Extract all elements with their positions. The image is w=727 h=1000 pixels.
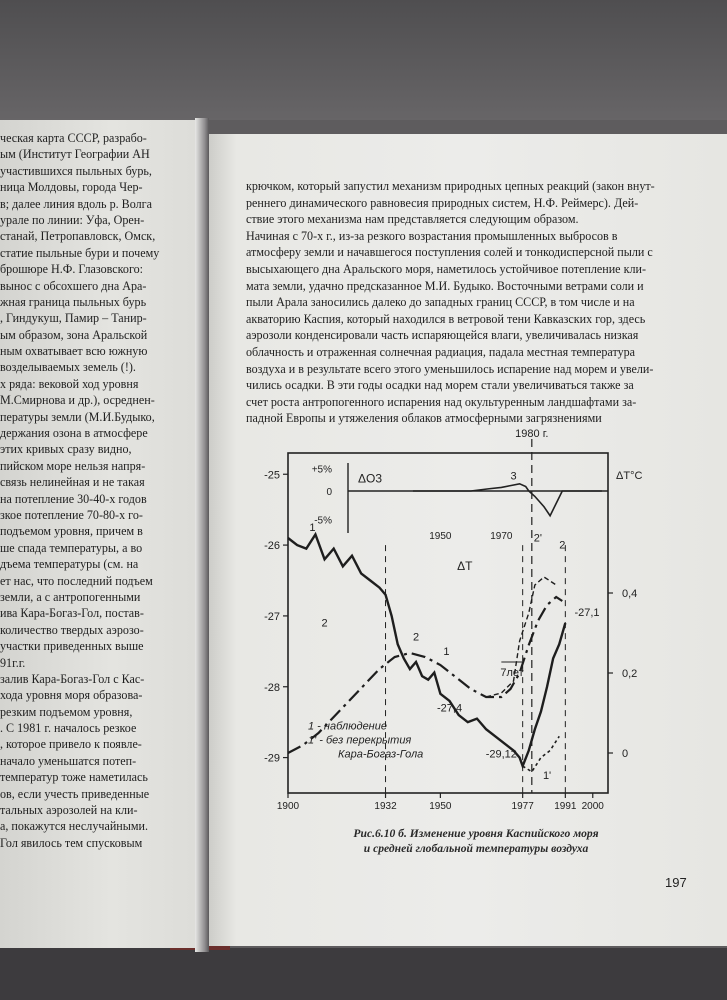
left-axis-tick-label: -25 bbox=[264, 469, 280, 482]
right-axis-tick-label: 0,2 bbox=[622, 668, 638, 680]
x-axis-tick-label: 1900 bbox=[276, 801, 300, 812]
legend-item-no-closure: 1' - без перекрытия bbox=[308, 734, 412, 747]
annotation-level-27-4: -27,4 bbox=[436, 702, 463, 715]
left-text-line: возделываемых земель (!). bbox=[0, 360, 136, 375]
left-text-line: . С 1981 г. началось резкое bbox=[0, 721, 137, 736]
left-text-line: температур тоже наметилась bbox=[0, 770, 148, 785]
left-text-line: ым образом, зона Аральской bbox=[0, 327, 148, 342]
left-text-line: резким подъемом уровня, bbox=[0, 704, 133, 719]
legend-item-no-closure-cont: Кара-Богаз-Гола bbox=[338, 748, 424, 761]
left-text-line: ива Кара-Богаз-Гол, постав- bbox=[0, 606, 144, 621]
annotation-delta-t: ΔT bbox=[457, 558, 473, 573]
body-text-line: реннего динамического равновесия природных систем, Н.Ф. Реймерс). Дей- bbox=[246, 195, 639, 210]
left-text-line: , Гиндукуш, Памир – Танир- bbox=[0, 311, 147, 326]
ozone-tick-label: -5% bbox=[314, 515, 332, 527]
body-text-line: чились осадки. В эти годы осадки над морем стали увеличиваться также за bbox=[246, 378, 634, 393]
body-text-line: счет роста антропогенного испарения над окультуренным ландшафтами за- bbox=[246, 394, 637, 409]
left-text-line: дъема температуры (см. на bbox=[0, 557, 139, 572]
right-axis-tick-label: 0 bbox=[622, 748, 629, 760]
left-text-line: связь нелинейная и не такая bbox=[0, 475, 145, 490]
left-text-line: в; далее линия вдоль р. Волга bbox=[0, 196, 152, 211]
left-text-line: ов, если учесть приведенные bbox=[0, 786, 150, 801]
annotation-seven-years: 7лет bbox=[500, 667, 524, 680]
body-text-line: мата земли, удачно предсказанное М.И. Будыко. Восточными ветрами соли и bbox=[246, 278, 644, 293]
annotation-series-2: 2 bbox=[559, 539, 566, 552]
left-text-line: земли, а с антропогенными bbox=[0, 589, 141, 604]
left-text-line: статие пыльные бури и почему bbox=[0, 245, 160, 260]
left-text-line: участившихся пыльных бурь, bbox=[0, 163, 152, 178]
left-text-line: хода уровня моря образова- bbox=[0, 688, 143, 703]
right-page-text bbox=[246, 178, 694, 427]
ozone-curve-label: 3 bbox=[510, 470, 517, 483]
annotation-series-1prime: 1' bbox=[542, 769, 552, 782]
body-text-line: воздуха и в результате всего этого уменьшилось испарение над морем и увели- bbox=[246, 361, 654, 376]
body-text-line: падной Европы и утяжеления облаков атмосферными загрязнениями bbox=[246, 411, 602, 426]
left-text-line: а, покажутся неслучайными. bbox=[0, 819, 149, 834]
ozone-tick-label: 0 bbox=[326, 487, 332, 498]
caption-line-1: Рис.6.10 б. Изменение уровня Каспийского моря bbox=[353, 827, 599, 840]
right-axis-tick-label: 0,4 bbox=[622, 588, 638, 600]
left-text-line: ница Молдовы, города Чер- bbox=[0, 180, 143, 195]
annotation-series-2: 2 bbox=[412, 631, 420, 644]
ozone-tick-label: +5% bbox=[311, 464, 332, 476]
caption-line-2: и средней глобальной температуры воздуха bbox=[363, 842, 589, 855]
left-text-line: зкое потепление 70-80-х го- bbox=[0, 507, 143, 522]
left-text-line: жная граница пыльных бурь bbox=[0, 294, 147, 309]
body-text-line: пыли Арала заносились далеко до западных границ СССР, в том числе и на bbox=[246, 295, 635, 310]
ozone-panel-label: ΔO3 bbox=[358, 471, 383, 486]
year-1980-label: 1980 г. bbox=[515, 428, 549, 440]
left-text-line: ет нас, что последний подъем bbox=[0, 573, 153, 588]
annotation-series-2: 2 bbox=[321, 617, 328, 630]
left-text-line: ным охватывает всю южную bbox=[0, 344, 148, 359]
background-top bbox=[0, 0, 727, 120]
left-text-line: пературы земли (М.И.Будыко, bbox=[0, 409, 155, 424]
right-axis-label: ΔT°C bbox=[616, 470, 643, 482]
background-bottom bbox=[0, 948, 727, 1000]
ozone-x-tick-label: 1970 bbox=[490, 531, 513, 542]
left-axis-tick-label: -29 bbox=[264, 752, 280, 765]
left-text-line: держания озона в атмосфере bbox=[0, 426, 148, 441]
left-text-line: залив Кара-Богаз-Гол с Кас- bbox=[0, 671, 145, 686]
body-text-line: атмосферу земли и начавшегося поступления солей и тонкодисперсной пыли с bbox=[246, 245, 653, 260]
legend-item-observation: 1 - наблюдение bbox=[308, 720, 387, 733]
left-text-line: ческая карта СССР, разрабо- bbox=[0, 131, 147, 145]
annotation-series-2prime: 2' bbox=[533, 532, 543, 545]
left-text-line: урале по линии: Уфа, Орен- bbox=[0, 212, 145, 227]
x-axis-tick-label: 1991 bbox=[554, 801, 577, 812]
body-text-line: высыхающего дна Аральского моря, наметилось устойчивое потепление кли- bbox=[246, 261, 646, 276]
left-axis-tick-label: -28 bbox=[264, 681, 280, 694]
x-axis-tick-label: 2000 bbox=[581, 801, 604, 812]
left-axis-tick-label: -26 bbox=[264, 540, 280, 553]
caspian-level-temperature-chart bbox=[248, 425, 666, 820]
body-text-line: акваторию Каспия, который находился в ветровой тени Кавказских гор, здесь bbox=[246, 311, 646, 326]
left-text-line: пийском море нельзя напря- bbox=[0, 458, 146, 473]
x-axis-tick-label: 1977 bbox=[511, 801, 534, 812]
body-text-line: крючком, который запустил механизм природных цепных реакций (закон внут- bbox=[246, 179, 655, 193]
left-text-line: на потепление 30-40-х годов bbox=[0, 491, 147, 506]
left-text-line: количество твердых аэрозо- bbox=[0, 622, 144, 637]
left-text-line: вынос с обсохшего дна Ара- bbox=[0, 278, 147, 293]
left-text-line: , которое привело к появле- bbox=[0, 737, 142, 752]
left-text-line: 91г.г. bbox=[0, 655, 26, 670]
left-text-line: станай, Петропавловск, Омск, bbox=[0, 229, 156, 244]
left-text-line: этих кривых сразу видно, bbox=[0, 442, 132, 457]
annotation-series-1: 1 bbox=[309, 521, 316, 534]
body-text-line: аэрозоли конденсировали часть испаряющейся влаги, увеличивалась низкая bbox=[246, 328, 639, 343]
left-text-line: ым (Институт Географии АН bbox=[0, 147, 150, 162]
body-text-line: облачность и отраженная солнечная радиация, падала местная температура bbox=[246, 344, 636, 359]
body-text-line: ствие этого механизма нам представляется следующим образом. bbox=[246, 212, 579, 227]
left-text-line: М.Смирнова и др.), осреднен- bbox=[0, 393, 155, 408]
ozone-x-tick-label: 1950 bbox=[429, 531, 452, 542]
left-text-line: участки приведенных выше bbox=[0, 639, 144, 654]
left-page-text bbox=[0, 130, 200, 851]
annotation-level-27-1: -27,1 bbox=[574, 606, 600, 619]
left-text-line: х ряда: вековой ход уровня bbox=[0, 376, 139, 391]
x-axis-tick-label: 1950 bbox=[429, 801, 452, 812]
page-number: 197 bbox=[665, 875, 687, 890]
left-text-line: подъемом уровня, причем в bbox=[0, 524, 143, 539]
figure-caption bbox=[256, 826, 696, 856]
left-text-line: тальных аэрозолей на кли- bbox=[0, 803, 138, 818]
left-axis-tick-label: -27 bbox=[264, 610, 280, 623]
left-text-line: ше спада температуры, а во bbox=[0, 540, 143, 555]
annotation-series-1: 1 bbox=[443, 645, 450, 658]
body-text-line: Начиная с 70-х г., из-за резкого возрастания промышленных выбросов в bbox=[246, 228, 618, 243]
ozone-series-line bbox=[413, 484, 602, 516]
left-text-line: начало уменьшатся потеп- bbox=[0, 753, 137, 768]
left-text-line: Гол явилось тем спусковым bbox=[0, 835, 143, 850]
x-axis-tick-label: 1932 bbox=[374, 801, 397, 812]
left-text-line: брошюре Н.Ф. Глазовского: bbox=[0, 262, 144, 277]
annotation-level-29-12: -29,12 bbox=[485, 748, 517, 761]
